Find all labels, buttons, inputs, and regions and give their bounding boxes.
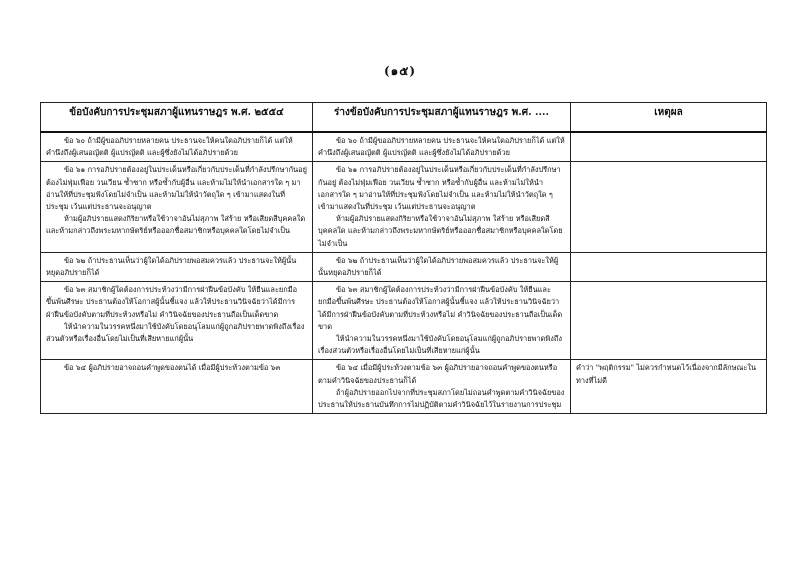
paragraph: ข้อ ๖๓ สมาชิกผู้ใดต้องการประท้วงว่ามีการฝ่าฝืนข้อบังคับ ให้ยืนและยกมือขึ้นพ้นศีรษะ ประธานต้องให้โอกาสผู้นั้นชี้แจง แล้วให้ประธานวินิจฉัยว่าได้มีการฝ่าฝืนข้อบังคับตามที่ประท้วงหรือไม่ คำวินิจฉัยของประธานถือเป็นเด็ดขาด xyxy=(46,285,298,319)
cell-reason: คำว่า "พฤติกรรม" ไม่ควรกำหนดไว้เนื่องจากมีลักษณะในทางที่ไม่ดี xyxy=(571,360,767,414)
cell-reason xyxy=(571,132,767,162)
paragraph: ข้อ ๖๒ ถ้าประธานเห็นว่าผู้ใดได้อภิปรายพอสมควรแล้ว ประธานจะให้ผู้นั้นหยุดอภิปรายก็ได้ xyxy=(46,255,297,278)
paragraph: ข้อ ๖๒ ถ้าประธานเห็นว่าผู้ใดได้อภิปรายพอสมควรแล้ว ประธานจะให้ผู้นั้นหยุดอภิปรายก็ได้ xyxy=(318,255,559,278)
cell-draft xyxy=(313,252,571,281)
paragraph: ข้อ ๖๔ เมื่อมีผู้ประท้วงตามข้อ ๖๓ ผู้อภิปรายอาจถอนคำพูดของตนหรือตามคำวินิจฉัยของประธานก็ได้ xyxy=(318,363,558,385)
table-row xyxy=(41,162,767,252)
header-draft-regulation: ร่างข้อบังคับการประชุมสภาผู้แทนราษฎร พ.ศ. .... xyxy=(313,103,571,133)
cell-current xyxy=(41,162,313,252)
cell-current xyxy=(41,252,313,281)
paragraph: ข้อ ๖๔ ผู้อภิปรายอาจถอนคำพูดของตนได้ เมื่อมีผู้ประท้วงตามข้อ ๖๓ xyxy=(64,363,281,373)
cell-current xyxy=(41,282,313,360)
cell-draft xyxy=(313,360,571,414)
comparison-table xyxy=(40,102,767,414)
cell-reason xyxy=(571,252,767,281)
paragraph: ข้อ ๖๐ ถ้ามีผู้ขออภิปรายหลายคน ประธานจะให้คนใดอภิปรายก็ได้ แต่ให้คำนึงถึงผู้เสนอญัตติ ผู้แปรญัตติ และผู้ซึ่งยังไม่ได้อภิปรายด้วย xyxy=(318,136,565,158)
paragraph: ถ้าผู้อภิปรายออกไปจากที่ประชุมสภาโดยไม่ถอนคำพูดตามคำวินิจฉัยของประธานให้ประธานบันทึกการไม่ปฏิบัติตามคำวินิจฉัยไว้ในรายงานการประชุม xyxy=(318,387,565,410)
cell-reason xyxy=(571,282,767,360)
paragraph: ให้นำความในวรรคหนึ่งมาใช้บังคับโดยอนุโลมแก่ผู้ถูกอภิปรายพาดพิงถึงเรื่องส่วนตัวหรือเรื่องอื่นโดยไม่เป็นที่เสียหายแก่ผู้นั้น xyxy=(318,334,562,356)
cell-draft xyxy=(313,162,571,252)
table-row xyxy=(41,132,767,162)
page-number: (๑๕) xyxy=(383,64,417,78)
paragraph: ห้ามผู้อภิปรายแสดงกิริยาหรือใช้วาจาอันไม่สุภาพ ใส่ร้าย หรือเสียดสีบุคคลใด และห้ามกล่าวถึงพระมหากษัตริย์หรือออกชื่อสมาชิกหรือบุคคลใดโดยไม่จำเป็น xyxy=(46,214,306,236)
table-row xyxy=(41,282,767,360)
cell-current xyxy=(41,132,313,162)
paragraph: ข้อ ๖๐ ถ้ามีผู้ขออภิปรายหลายคน ประธานจะให้คนใดอภิปรายก็ได้ แต่ให้คำนึงถึงผู้เสนอญัตติ ผู้แปรญัตติ และผู้ซึ่งยังไม่ได้อภิปรายด้วย xyxy=(46,136,293,158)
table-row xyxy=(41,360,767,414)
paragraph: ให้นำความในวรรคหนึ่งมาใช้บังคับโดยอนุโลมแก่ผู้ถูกอภิปรายพาดพิงถึงเรื่องส่วนตัวหรือเรื่องอื่นโดยไม่เป็นที่เสียหายแก่ผู้นั้น xyxy=(46,321,305,344)
table-header-row xyxy=(41,103,767,133)
header-current-regulation: ข้อบังคับการประชุมสภาผู้แทนราษฎร พ.ศ. ๒๕๕๔ xyxy=(41,103,313,133)
paragraph: ข้อ ๖๓ สมาชิกผู้ใดต้องการประท้วงว่ามีการฝ่าฝืนข้อบังคับ ให้ยืนและยกมือขึ้นพ้นศีรษะ ประธานต้องให้โอกาสผู้นั้นชี้แจง แล้วให้ประธานวินิจฉัยว่าได้มีการฝ่าฝืนข้อบังคับตามที่ประท้วงหรือไม่ คำวินิจฉัยของประธานถือเป็นเด็ดขาด xyxy=(318,285,563,331)
header-reason: เหตุผล xyxy=(571,103,767,133)
cell-draft xyxy=(313,282,571,360)
cell-reason xyxy=(571,162,767,252)
cell-draft xyxy=(313,132,571,162)
paragraph: ห้ามผู้อภิปรายแสดงกิริยาหรือใช้วาจาอันไม่สุภาพ ใส่ร้าย หรือเสียดสีบุคคลใด และห้ามกล่าวถึงพระมหากษัตริย์หรือออกชื่อสมาชิกหรือบุคคลใดโดยไม่จำเป็น xyxy=(318,214,563,248)
cell-current xyxy=(41,360,313,414)
paragraph: ข้อ ๖๑ การอภิปรายต้องอยู่ในประเด็นหรือเกี่ยวกับประเด็นที่กำลังปรึกษากันอยู่ ต้องไม่ฟุ่มเฟือย วนเวียน ซ้ำซาก หรือซ้ำกับผู้อื่น และห้ามไม่ให้นำเอกสารใด ๆ มาอ่านให้ที่ประชุมฟังโดยไม่จำเป็น และห้ามไม่ให้นำวัตถุใด ๆ เข้ามาแสดงในที่ประชุม เว้นแต่ประธานจะอนุญาต xyxy=(46,165,307,212)
table-row xyxy=(41,252,767,281)
paragraph: ข้อ ๖๑ การอภิปรายต้องอยู่ในประเด็นหรือเกี่ยวกับประเด็นที่กำลังปรึกษากันอยู่ ต้องไม่ฟุ่มเฟือย วนเวียน ซ้ำซาก หรือซ้ำกับผู้อื่น และห้ามไม่ให้นำเอกสารใด ๆ มาอ่านให้ที่ประชุมฟังโดยไม่จำเป็น และห้ามไม่ให้นำวัตถุใด ๆ เข้ามาแสดงในที่ประชุม เว้นแต่ประธานจะอนุญาต xyxy=(318,165,561,212)
